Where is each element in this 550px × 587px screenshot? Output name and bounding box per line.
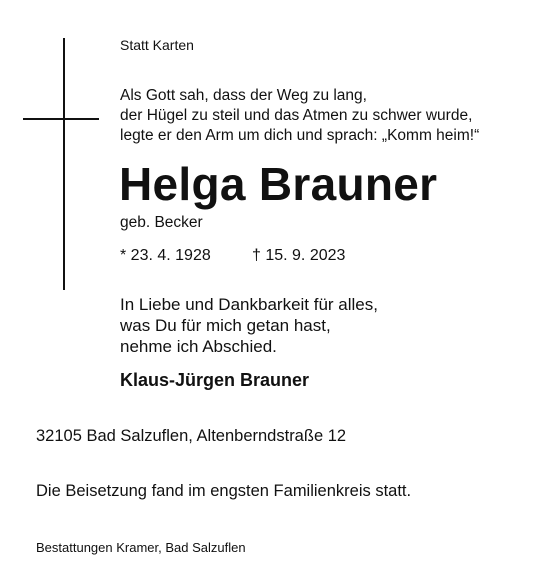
signer-name: Klaus-Jürgen Brauner (120, 370, 310, 390)
farewell-line: In Liebe und Dankbarkeit für alles, (120, 295, 378, 314)
farewell-text (120, 294, 378, 357)
deceased-name: Helga Brauner (119, 158, 438, 210)
farewell-line: was Du für mich getan hast, (120, 316, 331, 335)
undertaker-credit: Bestattungen Kramer, Bad Salzuflen (36, 540, 246, 555)
cross-vertical-bar (63, 38, 65, 290)
verse-line: Als Gott sah, dass der Weg zu lang, (120, 87, 367, 104)
verse-line: legte er den Arm um dich und sprach: „Komm heim!“ (120, 127, 480, 144)
death-date: † 15. 9. 2023 (252, 247, 346, 264)
cross-horizontal-bar (23, 118, 99, 120)
memorial-verse (120, 86, 479, 146)
family-address: 32105 Bad Salzuflen, Altenberndstraße 12 (36, 427, 347, 445)
verse-line: der Hügel zu steil und das Atmen zu schwer wurde, (120, 107, 473, 124)
statt-karten-label: Statt Karten (120, 37, 194, 53)
funeral-note: Die Beisetzung fand im engsten Familienkreis statt. (36, 482, 412, 500)
farewell-line: nehme ich Abschied. (120, 337, 277, 356)
birth-name: geb. Becker (120, 214, 203, 231)
birth-date: * 23. 4. 1928 (120, 247, 211, 264)
